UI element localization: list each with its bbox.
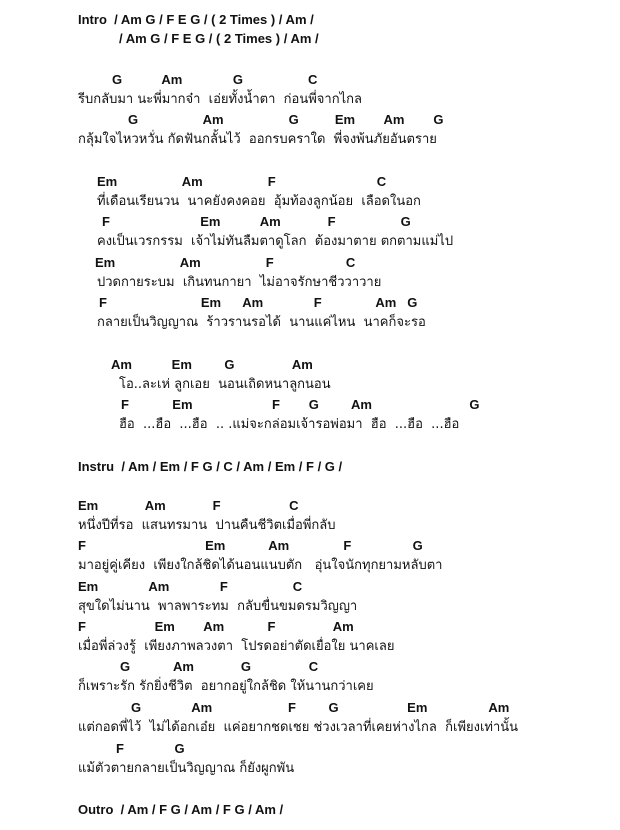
chord-line: Em Am F C <box>78 579 303 594</box>
lyric-line: กลายเป็นวิญญาณ ร้าวรานรอได้ นานแค่ไหน นาคก็จะรอ <box>97 315 426 330</box>
lyric-line: ที่เดือนเรียนวน นาคยังคงคอย อุ้มท้องลูกน้อย เลือดในอก <box>97 194 421 209</box>
chord-line: Em Am F C <box>97 174 387 189</box>
lyric-line: ก็เพราะรัก รักยิ่งชีวิต อยากอยู่ใกล้ชิด ให้นานกว่าเคย <box>78 679 374 694</box>
outro-line: Outro / Am / F G / Am / F G / Am / <box>78 802 284 817</box>
lyric-line: สุขใดไม่นาน พาลพาระทม กลับขื่นขมดรมวิญญา <box>78 599 358 614</box>
lyric-line: ฮือ ...ฮือ ...ฮือ .. .แม่จะกล่อมเจ้ารอพ่อมา ฮือ ...ฮือ ...ฮือ <box>119 417 460 432</box>
lyric-line: มาอยู่คู่เคียง เพียงใกล้ชิดได้นอนแนบตัก อุ่นใจนักทุกยามหลับตา <box>78 558 443 573</box>
instru-line: Instru / Am / Em / F G / C / Am / Em / F / G / <box>78 459 343 474</box>
chord-line: G Am G Em Am G <box>128 112 444 127</box>
lyric-line: กลุ้มใจไหวหวั่น กัดฟันกลั้นไว้ ออกรบคราใด พี่จงพ้นภัยอันตราย <box>78 132 437 147</box>
chord-line: Em Am F C <box>95 255 356 270</box>
lyric-line: หนึ่งปีที่รอ แสนทรมาน ปานคืนชีวิตเมื่อพี่กลับ <box>78 518 336 533</box>
chord-line: F Em Am F Am G <box>99 295 418 310</box>
chord-line: G Am G C <box>120 659 319 674</box>
chord-line: F Em Am F G <box>102 214 411 229</box>
chord-line: F Em Am F G <box>78 538 423 553</box>
lyric-line: ปวดกายระบม เกินทนกายา ไม่อาจรักษาชีววาวาย <box>97 275 382 290</box>
chord-line: F Em F G Am G <box>121 397 480 412</box>
lyric-line: โอ..ละเห่ ลูกเอย นอนเถิดหนาลูกนอน <box>119 377 331 392</box>
chord-line: F G <box>116 741 185 756</box>
lyric-line: เมื่อพี่ล่วงรู้ เพียงภาพลวงตา โปรดอย่าตัดเยื่อใย นาคเลย <box>78 639 395 654</box>
lyric-line: คงเป็นเวรกรรม เจ้าไม่ทันลืมตาดูโลก ต้องมาตาย ตกตามแม่ไป <box>97 234 454 249</box>
chord-line: G Am F G Em Am <box>131 700 510 715</box>
intro-line-1: Intro / Am G / F E G / ( 2 Times ) / Am / <box>78 12 314 27</box>
chord-line: Em Am F C <box>78 498 299 513</box>
lyric-line: แต่กอดพี่ไว้ ไม่ได้อกเอ๋ย แค่อยากชดเชย ช่วงเวลาที่เคยห่างไกล ก็เพียงเท่านั้น <box>78 720 519 735</box>
intro-line-2: / Am G / F E G / ( 2 Times ) / Am / <box>119 31 319 46</box>
chord-line: Am Em G Am <box>111 357 313 372</box>
lyric-line: แม้ตัวตายกลายเป็นวิญญาณ ก็ยังผูกพัน <box>78 761 295 776</box>
chord-line: G Am G C <box>112 72 318 87</box>
chord-line: F Em Am F Am <box>78 619 354 634</box>
lyric-line: รีบกลับมา นะพี่มากจ๋า เอ่ยทั้งน้ำตา ก่อนพี่จากไกล <box>78 92 362 107</box>
